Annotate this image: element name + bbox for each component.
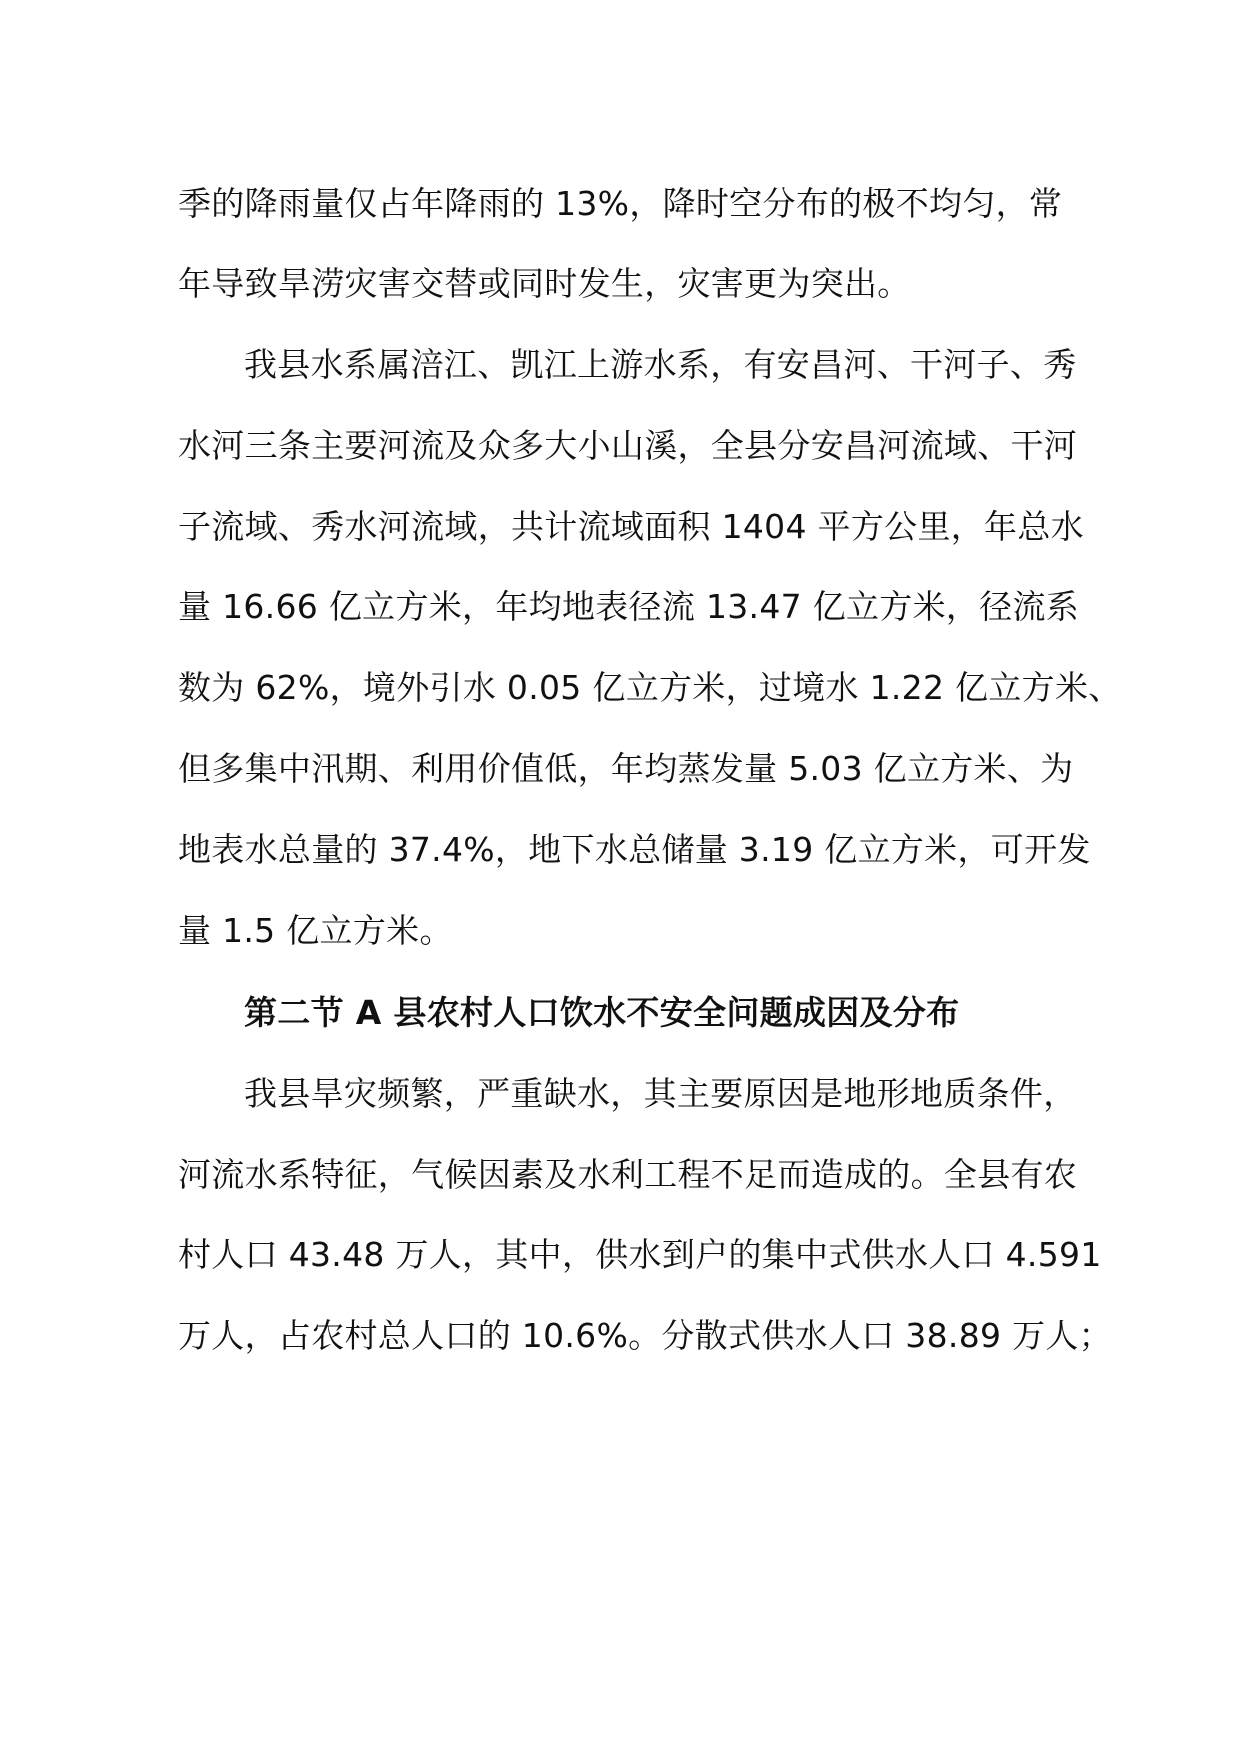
paragraph-line: 数为 62%，境外引水 0.05 亿立方米，过境水 1.22 亿立方米、 [178, 668, 1122, 707]
paragraph-line: 我县旱灾频繁，严重缺水，其主要原因是地形地质条件， [244, 1074, 1077, 1113]
paragraph-line: 量 1.5 亿立方米。 [178, 911, 453, 950]
paragraph-line: 河流水系特征，气候因素及水利工程不足而造成的。全县有农 [178, 1155, 1078, 1194]
paragraph-line: 村人口 43.48 万人，其中，供水到户的集中式供水人口 4.591 [178, 1235, 1102, 1274]
section-heading: 第二节 A 县农村人口饮水不安全问题成因及分布 [244, 993, 960, 1032]
paragraph-line: 我县水系属涪江、凯江上游水系，有安昌河、干河子、秀 [244, 345, 1077, 384]
paragraph-line: 子流域、秀水河流域，共计流域面积 1404 平方公里，年总水 [178, 507, 1084, 546]
paragraph-line: 年导致旱涝灾害交替或同时发生，灾害更为突出。 [178, 264, 911, 303]
paragraph-line: 但多集中汛期、利用价值低，年均蒸发量 5.03 亿立方米、为 [178, 749, 1074, 788]
paragraph-line: 季的降雨量仅占年降雨的 13%，降时空分布的极不均匀，常 [178, 184, 1063, 223]
paragraph-line: 量 16.66 亿立方米，年均地表径流 13.47 亿立方米，径流系 [178, 587, 1080, 626]
paragraph-line: 水河三条主要河流及众多大小山溪，全县分安昌河流域、干河 [178, 426, 1078, 465]
paragraph-line: 万人，占农村总人口的 10.6%。分散式供水人口 38.89 万人； [178, 1316, 1112, 1355]
paragraph-line: 地表水总量的 37.4%，地下水总储量 3.19 亿立方米，可开发 [178, 830, 1091, 869]
